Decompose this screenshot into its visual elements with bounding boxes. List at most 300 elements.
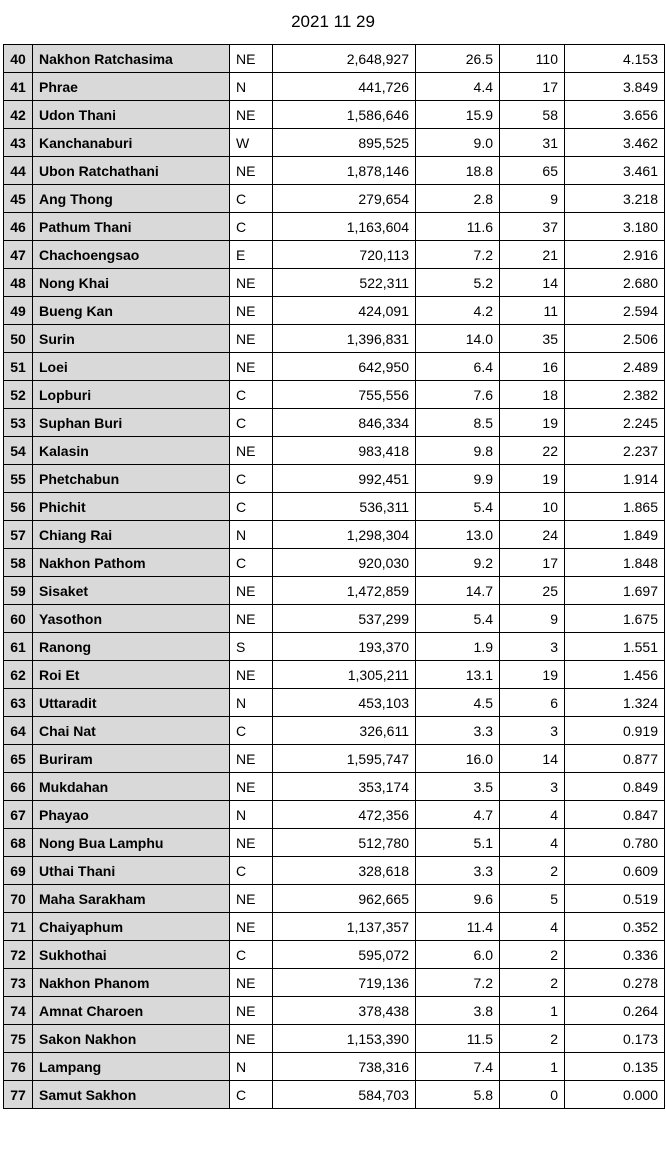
region-cell: NE (230, 437, 273, 465)
rate-cell: 3.656 (565, 101, 665, 129)
table-row (4, 605, 665, 633)
rate-cell: 3.462 (565, 129, 665, 157)
percent-cell: 7.4 (416, 1053, 500, 1081)
province-name-cell: Kalasin (33, 437, 230, 465)
rate-cell: 2.489 (565, 353, 665, 381)
rank-cell: 49 (4, 297, 33, 325)
province-name-cell: Chiang Rai (33, 521, 230, 549)
rank-cell: 47 (4, 241, 33, 269)
region-cell: C (230, 381, 273, 409)
region-cell: N (230, 689, 273, 717)
rank-cell: 53 (4, 409, 33, 437)
percent-cell: 5.4 (416, 605, 500, 633)
province-name-cell: Sisaket (33, 577, 230, 605)
population-cell: 353,174 (273, 773, 416, 801)
population-cell: 846,334 (273, 409, 416, 437)
count-cell: 9 (500, 605, 565, 633)
percent-cell: 7.2 (416, 969, 500, 997)
rate-cell: 0.847 (565, 801, 665, 829)
rank-cell: 65 (4, 745, 33, 773)
count-cell: 4 (500, 829, 565, 857)
count-cell: 14 (500, 269, 565, 297)
table-row (4, 689, 665, 717)
percent-cell: 11.5 (416, 1025, 500, 1053)
table-row (4, 745, 665, 773)
province-name-cell: Lampang (33, 1053, 230, 1081)
province-name-cell: Nakhon Ratchasima (33, 45, 230, 73)
table-row (4, 465, 665, 493)
rank-cell: 42 (4, 101, 33, 129)
population-cell: 326,611 (273, 717, 416, 745)
percent-cell: 6.4 (416, 353, 500, 381)
region-cell: NE (230, 745, 273, 773)
table-row (4, 829, 665, 857)
region-cell: N (230, 521, 273, 549)
province-name-cell: Amnat Charoen (33, 997, 230, 1025)
table-row (4, 717, 665, 745)
region-cell: NE (230, 269, 273, 297)
percent-cell: 5.8 (416, 1081, 500, 1109)
table-row (4, 969, 665, 997)
region-cell: NE (230, 101, 273, 129)
percent-cell: 4.4 (416, 73, 500, 101)
count-cell: 19 (500, 661, 565, 689)
rate-cell: 1.697 (565, 577, 665, 605)
count-cell: 31 (500, 129, 565, 157)
province-name-cell: Buriram (33, 745, 230, 773)
region-cell: NE (230, 829, 273, 857)
province-name-cell: Uttaradit (33, 689, 230, 717)
rate-cell: 2.382 (565, 381, 665, 409)
table-row (4, 941, 665, 969)
rate-cell: 1.849 (565, 521, 665, 549)
population-cell: 328,618 (273, 857, 416, 885)
rank-cell: 57 (4, 521, 33, 549)
table-row (4, 185, 665, 213)
percent-cell: 14.0 (416, 325, 500, 353)
province-name-cell: Loei (33, 353, 230, 381)
region-cell: NE (230, 773, 273, 801)
region-cell: N (230, 73, 273, 101)
province-name-cell: Phetchabun (33, 465, 230, 493)
rate-cell: 1.865 (565, 493, 665, 521)
percent-cell: 13.0 (416, 521, 500, 549)
region-cell: NE (230, 913, 273, 941)
province-name-cell: Mukdahan (33, 773, 230, 801)
population-cell: 983,418 (273, 437, 416, 465)
table-row (4, 1053, 665, 1081)
province-name-cell: Samut Sakhon (33, 1081, 230, 1109)
region-cell: C (230, 717, 273, 745)
population-cell: 1,586,646 (273, 101, 416, 129)
rank-cell: 40 (4, 45, 33, 73)
rank-cell: 70 (4, 885, 33, 913)
percent-cell: 4.2 (416, 297, 500, 325)
table-row (4, 493, 665, 521)
rank-cell: 77 (4, 1081, 33, 1109)
rank-cell: 74 (4, 997, 33, 1025)
population-cell: 378,438 (273, 997, 416, 1025)
population-cell: 992,451 (273, 465, 416, 493)
region-cell: NE (230, 661, 273, 689)
rate-cell: 0.849 (565, 773, 665, 801)
count-cell: 1 (500, 997, 565, 1025)
count-cell: 37 (500, 213, 565, 241)
region-cell: NE (230, 45, 273, 73)
rank-cell: 67 (4, 801, 33, 829)
count-cell: 25 (500, 577, 565, 605)
rate-cell: 0.919 (565, 717, 665, 745)
table-row (4, 773, 665, 801)
province-name-cell: Chachoengsao (33, 241, 230, 269)
table-row (4, 269, 665, 297)
province-name-cell: Lopburi (33, 381, 230, 409)
count-cell: 9 (500, 185, 565, 213)
percent-cell: 7.2 (416, 241, 500, 269)
percent-cell: 15.9 (416, 101, 500, 129)
table-row (4, 129, 665, 157)
rate-cell: 2.245 (565, 409, 665, 437)
rate-cell: 3.849 (565, 73, 665, 101)
percent-cell: 7.6 (416, 381, 500, 409)
region-cell: NE (230, 605, 273, 633)
count-cell: 58 (500, 101, 565, 129)
percent-cell: 6.0 (416, 941, 500, 969)
region-cell: C (230, 857, 273, 885)
percent-cell: 3.8 (416, 997, 500, 1025)
population-cell: 584,703 (273, 1081, 416, 1109)
rank-cell: 52 (4, 381, 33, 409)
region-cell: NE (230, 157, 273, 185)
count-cell: 24 (500, 521, 565, 549)
rate-cell: 1.914 (565, 465, 665, 493)
population-cell: 1,298,304 (273, 521, 416, 549)
population-cell: 719,136 (273, 969, 416, 997)
region-cell: S (230, 633, 273, 661)
count-cell: 4 (500, 913, 565, 941)
region-cell: C (230, 465, 273, 493)
province-name-cell: Uthai Thani (33, 857, 230, 885)
province-name-cell: Pathum Thani (33, 213, 230, 241)
population-cell: 1,878,146 (273, 157, 416, 185)
percent-cell: 26.5 (416, 45, 500, 73)
table-row (4, 353, 665, 381)
count-cell: 17 (500, 73, 565, 101)
population-cell: 193,370 (273, 633, 416, 661)
rate-cell: 3.180 (565, 213, 665, 241)
table-row (4, 157, 665, 185)
count-cell: 14 (500, 745, 565, 773)
population-cell: 1,137,357 (273, 913, 416, 941)
province-name-cell: Udon Thani (33, 101, 230, 129)
population-cell: 279,654 (273, 185, 416, 213)
region-cell: C (230, 549, 273, 577)
rank-cell: 69 (4, 857, 33, 885)
percent-cell: 5.1 (416, 829, 500, 857)
population-cell: 642,950 (273, 353, 416, 381)
region-cell: C (230, 185, 273, 213)
table-row (4, 885, 665, 913)
rank-cell: 44 (4, 157, 33, 185)
rate-cell: 2.506 (565, 325, 665, 353)
table-row (4, 521, 665, 549)
population-cell: 720,113 (273, 241, 416, 269)
count-cell: 19 (500, 409, 565, 437)
province-name-cell: Chaiyaphum (33, 913, 230, 941)
population-cell: 1,163,604 (273, 213, 416, 241)
population-cell: 755,556 (273, 381, 416, 409)
province-name-cell: Ranong (33, 633, 230, 661)
rate-cell: 0.877 (565, 745, 665, 773)
percent-cell: 3.3 (416, 717, 500, 745)
percent-cell: 9.0 (416, 129, 500, 157)
population-cell: 424,091 (273, 297, 416, 325)
rate-cell: 0.780 (565, 829, 665, 857)
rate-cell: 2.916 (565, 241, 665, 269)
population-cell: 595,072 (273, 941, 416, 969)
percent-cell: 11.6 (416, 213, 500, 241)
count-cell: 3 (500, 773, 565, 801)
rank-cell: 48 (4, 269, 33, 297)
region-cell: NE (230, 325, 273, 353)
count-cell: 19 (500, 465, 565, 493)
rank-cell: 64 (4, 717, 33, 745)
table-row (4, 1025, 665, 1053)
count-cell: 35 (500, 325, 565, 353)
population-cell: 2,648,927 (273, 45, 416, 73)
rate-cell: 2.594 (565, 297, 665, 325)
table-row (4, 73, 665, 101)
rank-cell: 55 (4, 465, 33, 493)
count-cell: 17 (500, 549, 565, 577)
rank-cell: 75 (4, 1025, 33, 1053)
province-name-cell: Chai Nat (33, 717, 230, 745)
table-row (4, 661, 665, 689)
percent-cell: 5.4 (416, 493, 500, 521)
count-cell: 3 (500, 717, 565, 745)
percent-cell: 9.8 (416, 437, 500, 465)
percent-cell: 9.2 (416, 549, 500, 577)
rank-cell: 62 (4, 661, 33, 689)
population-cell: 895,525 (273, 129, 416, 157)
rank-cell: 72 (4, 941, 33, 969)
population-cell: 472,356 (273, 801, 416, 829)
rank-cell: 50 (4, 325, 33, 353)
rate-cell: 2.237 (565, 437, 665, 465)
table-row (4, 633, 665, 661)
region-cell: NE (230, 997, 273, 1025)
province-name-cell: Suphan Buri (33, 409, 230, 437)
region-cell: NE (230, 297, 273, 325)
rate-cell: 0.278 (565, 969, 665, 997)
province-name-cell: Nong Khai (33, 269, 230, 297)
population-cell: 453,103 (273, 689, 416, 717)
page-title: 2021 11 29 (291, 12, 375, 31)
table-row (4, 101, 665, 129)
table-row (4, 409, 665, 437)
table-row (4, 45, 665, 73)
rate-cell: 1.456 (565, 661, 665, 689)
rank-cell: 63 (4, 689, 33, 717)
region-cell: W (230, 129, 273, 157)
count-cell: 10 (500, 493, 565, 521)
rank-cell: 66 (4, 773, 33, 801)
count-cell: 2 (500, 857, 565, 885)
province-name-cell: Phrae (33, 73, 230, 101)
table-row (4, 997, 665, 1025)
province-name-cell: Nakhon Phanom (33, 969, 230, 997)
rate-cell: 0.336 (565, 941, 665, 969)
rate-cell: 1.848 (565, 549, 665, 577)
population-cell: 522,311 (273, 269, 416, 297)
rate-cell: 0.000 (565, 1081, 665, 1109)
count-cell: 3 (500, 633, 565, 661)
count-cell: 5 (500, 885, 565, 913)
percent-cell: 3.5 (416, 773, 500, 801)
percent-cell: 16.0 (416, 745, 500, 773)
province-name-cell: Ang Thong (33, 185, 230, 213)
province-name-cell: Bueng Kan (33, 297, 230, 325)
rank-cell: 46 (4, 213, 33, 241)
percent-cell: 9.6 (416, 885, 500, 913)
population-cell: 738,316 (273, 1053, 416, 1081)
rank-cell: 43 (4, 129, 33, 157)
population-cell: 1,595,747 (273, 745, 416, 773)
rate-cell: 0.264 (565, 997, 665, 1025)
rate-cell: 4.153 (565, 45, 665, 73)
region-cell: N (230, 801, 273, 829)
region-cell: C (230, 213, 273, 241)
rank-cell: 41 (4, 73, 33, 101)
count-cell: 4 (500, 801, 565, 829)
province-name-cell: Maha Sarakham (33, 885, 230, 913)
count-cell: 2 (500, 969, 565, 997)
rate-cell: 0.519 (565, 885, 665, 913)
table-row (4, 213, 665, 241)
region-cell: E (230, 241, 273, 269)
table-row (4, 577, 665, 605)
rate-cell: 1.551 (565, 633, 665, 661)
rate-cell: 3.218 (565, 185, 665, 213)
table-row (4, 857, 665, 885)
rank-cell: 76 (4, 1053, 33, 1081)
province-name-cell: Nong Bua Lamphu (33, 829, 230, 857)
count-cell: 6 (500, 689, 565, 717)
rank-cell: 54 (4, 437, 33, 465)
province-name-cell: Sakon Nakhon (33, 1025, 230, 1053)
rank-cell: 61 (4, 633, 33, 661)
population-cell: 1,153,390 (273, 1025, 416, 1053)
province-name-cell: Surin (33, 325, 230, 353)
table-row (4, 1081, 665, 1109)
rate-cell: 1.675 (565, 605, 665, 633)
province-name-cell: Sukhothai (33, 941, 230, 969)
rank-cell: 56 (4, 493, 33, 521)
count-cell: 16 (500, 353, 565, 381)
region-cell: NE (230, 353, 273, 381)
rate-cell: 2.680 (565, 269, 665, 297)
rank-cell: 51 (4, 353, 33, 381)
region-cell: NE (230, 969, 273, 997)
count-cell: 65 (500, 157, 565, 185)
rate-cell: 0.173 (565, 1025, 665, 1053)
percent-cell: 13.1 (416, 661, 500, 689)
count-cell: 21 (500, 241, 565, 269)
percent-cell: 3.3 (416, 857, 500, 885)
table-row (4, 381, 665, 409)
province-name-cell: Kanchanaburi (33, 129, 230, 157)
count-cell: 2 (500, 1025, 565, 1053)
rate-cell: 3.461 (565, 157, 665, 185)
population-cell: 536,311 (273, 493, 416, 521)
population-cell: 920,030 (273, 549, 416, 577)
population-cell: 1,396,831 (273, 325, 416, 353)
percent-cell: 11.4 (416, 913, 500, 941)
province-name-cell: Roi Et (33, 661, 230, 689)
count-cell: 110 (500, 45, 565, 73)
percent-cell: 14.7 (416, 577, 500, 605)
count-cell: 18 (500, 381, 565, 409)
rank-cell: 68 (4, 829, 33, 857)
region-cell: C (230, 941, 273, 969)
province-name-cell: Yasothon (33, 605, 230, 633)
rate-cell: 0.352 (565, 913, 665, 941)
province-table (3, 44, 665, 1109)
table-row (4, 325, 665, 353)
count-cell: 22 (500, 437, 565, 465)
region-cell: NE (230, 885, 273, 913)
count-cell: 11 (500, 297, 565, 325)
table-row (4, 241, 665, 269)
table-row (4, 801, 665, 829)
region-cell: C (230, 493, 273, 521)
province-name-cell: Phichit (33, 493, 230, 521)
province-name-cell: Phayao (33, 801, 230, 829)
rank-cell: 60 (4, 605, 33, 633)
rank-cell: 59 (4, 577, 33, 605)
region-cell: N (230, 1053, 273, 1081)
table-row (4, 549, 665, 577)
count-cell: 2 (500, 941, 565, 969)
population-cell: 1,305,211 (273, 661, 416, 689)
count-cell: 0 (500, 1081, 565, 1109)
table-row (4, 913, 665, 941)
rank-cell: 45 (4, 185, 33, 213)
rank-cell: 73 (4, 969, 33, 997)
region-cell: NE (230, 1025, 273, 1053)
region-cell: NE (230, 577, 273, 605)
percent-cell: 18.8 (416, 157, 500, 185)
percent-cell: 9.9 (416, 465, 500, 493)
rate-cell: 1.324 (565, 689, 665, 717)
percent-cell: 4.7 (416, 801, 500, 829)
population-cell: 962,665 (273, 885, 416, 913)
population-cell: 441,726 (273, 73, 416, 101)
rank-cell: 71 (4, 913, 33, 941)
rank-cell: 58 (4, 549, 33, 577)
rate-cell: 0.135 (565, 1053, 665, 1081)
count-cell: 1 (500, 1053, 565, 1081)
percent-cell: 1.9 (416, 633, 500, 661)
percent-cell: 2.8 (416, 185, 500, 213)
percent-cell: 5.2 (416, 269, 500, 297)
province-name-cell: Ubon Ratchathani (33, 157, 230, 185)
province-name-cell: Nakhon Pathom (33, 549, 230, 577)
table-row (4, 437, 665, 465)
population-cell: 512,780 (273, 829, 416, 857)
population-cell: 1,472,859 (273, 577, 416, 605)
region-cell: C (230, 1081, 273, 1109)
